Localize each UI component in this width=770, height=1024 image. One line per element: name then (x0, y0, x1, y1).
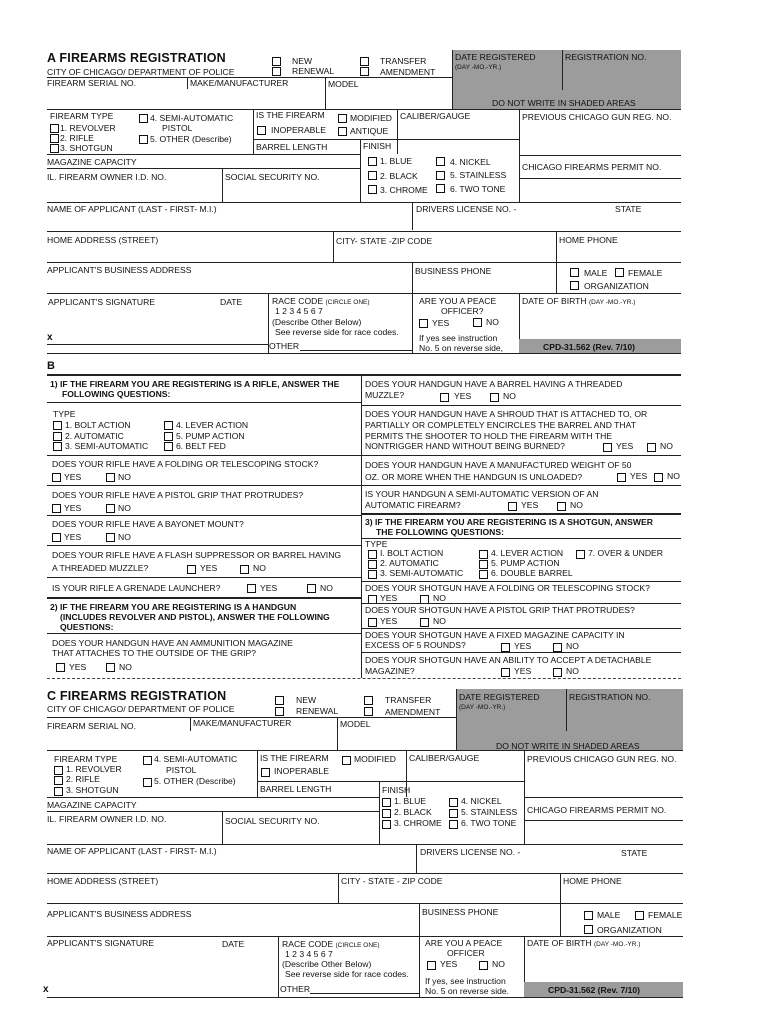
two-tone-checkbox[interactable] (436, 184, 445, 193)
c-transfer-checkbox[interactable] (364, 696, 373, 705)
handgun-ammo-question-2: THAT ATTACHES TO THE OUTSIDE OF THE GRIP? (52, 648, 257, 658)
shotgun-over-under-checkbox[interactable] (576, 550, 585, 559)
shotgun-magazine-question-2: EXCESS OF 5 ROUNDS? (365, 640, 466, 650)
shotgun-over-under-label: 7. OVER & UNDER (588, 548, 663, 558)
make-label: MAKE/MANUFACTURER (190, 78, 289, 88)
organization-label: ORGANIZATION (584, 281, 649, 291)
peace-officer-no-checkbox[interactable] (473, 318, 482, 327)
c-new-checkbox[interactable] (275, 696, 284, 705)
shotgun-detachable-question-2: MAGAZINE? (365, 666, 415, 676)
c-finish-label: FINISH (382, 785, 411, 795)
c-pistol-label: PISTOL (166, 765, 197, 775)
c-peace-officer-yes-label: YES (440, 959, 458, 969)
rifle-question-subheading: FOLLOWING QUESTIONS: (62, 389, 171, 399)
c-barrel-length-label: BARREL LENGTH (260, 784, 332, 794)
male-label: MALE (584, 268, 608, 278)
handgun-question-label: QUESTIONS: (60, 622, 114, 632)
nickel-checkbox[interactable] (436, 157, 445, 166)
rifle-grenade-yes[interactable] (247, 584, 256, 593)
rifle-semi-checkbox[interactable] (53, 442, 62, 451)
handgun-weight-yes-label: YES (630, 471, 648, 481)
semi-auto-label: 4. SEMI-AUTOMATIC (150, 113, 234, 123)
handgun-weight-no[interactable] (654, 473, 663, 482)
two-tone-label: 6. TWO TONE (450, 184, 506, 194)
business-phone-label: BUSINESS PHONE (415, 266, 492, 276)
registration-no-label: REGISTRATION NO. (565, 52, 647, 62)
c-chrome-checkbox[interactable] (382, 820, 391, 829)
amendment-checkbox[interactable] (360, 67, 369, 76)
firearm-type-label: FIREARM TYPE (50, 111, 114, 121)
c-dob-label: DATE OF BIRTH (DAY -MO.-YR.) (527, 938, 641, 948)
permit-label: CHICAGO FIREARMS PERMIT NO. (522, 162, 662, 172)
c-two-tone-label: 6. TWO TONE (461, 818, 517, 828)
handgun-weight-question: DOES YOUR HANDGUN HAVE A MANUFACTURED WEIGHT OF 50 (365, 460, 632, 470)
dob-label: DATE OF BIRTH (DAY -MO.-YR.) (522, 296, 636, 306)
rifle-belt-label: 6. BELT FED (176, 441, 226, 451)
c-semi-auto-checkbox[interactable] (143, 756, 152, 765)
signature-date-label: DATE (220, 297, 243, 307)
c-new-label: NEW (296, 695, 317, 705)
chrome-label: 3. CHROME (380, 185, 428, 195)
c-female-label: FEMALE (648, 910, 683, 920)
peace-officer-yes-label: YES (432, 318, 450, 328)
shotgun-detachable-yes-label: YES (514, 666, 532, 676)
handgun-weight-no-label: NO (667, 471, 680, 481)
shotgun-bolt-label: I. BOLT ACTION (380, 548, 444, 558)
shotgun-lever-label: 4. LEVER ACTION (491, 548, 564, 558)
shotgun-auto-checkbox[interactable] (368, 560, 377, 569)
shotgun-question-heading: 3) IF THE FIREARM YOU ARE REGISTERING IS A SHOTGUN, ANSWER (365, 517, 653, 527)
c-other-type-checkbox[interactable] (143, 778, 152, 787)
nickel-label: 4. NICKEL (450, 157, 491, 167)
describe-other-label: (Describe Other Below) (272, 317, 362, 327)
stainless-label: 5. STAINLESS (450, 170, 507, 180)
c-two-tone-checkbox[interactable] (449, 820, 458, 829)
c-female-checkbox[interactable] (635, 911, 644, 920)
c-male-checkbox[interactable] (584, 911, 593, 920)
handgun-semi-yes-label: YES (521, 500, 539, 510)
chrome-checkbox[interactable] (368, 185, 377, 194)
shotgun-pump-checkbox[interactable] (479, 560, 488, 569)
c-shotgun-checkbox[interactable] (54, 787, 63, 796)
c-business-address-label: APPLICANT'S BUSINESS ADDRESS (47, 909, 192, 919)
barrel-length-label: BARREL LENGTH (256, 142, 328, 152)
female-label: FEMALE (628, 268, 663, 278)
date-registered-label: DATE REGISTERED (455, 52, 536, 62)
c-peace-officer-yes-checkbox[interactable] (427, 961, 436, 970)
rifle-grenade-yes-label: YES (260, 583, 278, 593)
male-checkbox[interactable] (570, 268, 579, 277)
c-stainless-checkbox[interactable] (449, 809, 458, 818)
shotgun-detachable-yes[interactable] (501, 668, 510, 677)
handgun-ammo-yes[interactable] (56, 663, 65, 672)
c-race-code-label: RACE CODE (CIRCLE ONE) (282, 939, 380, 949)
inoperable-checkbox[interactable] (257, 126, 266, 135)
rifle-pump-label: 5. PUMP ACTION (176, 431, 245, 441)
rifle-bayonet-question: DOES YOUR RIFLE HAVE A BAYONET MOUNT? (52, 519, 244, 529)
blue-checkbox[interactable] (368, 157, 377, 166)
c-foid-label: IL. FIREARM OWNER I.D. NO. (47, 814, 167, 824)
transfer-label: TRANSFER (380, 56, 427, 66)
c-serial-label: FIREARM SERIAL NO. (47, 721, 136, 731)
shotgun-detachable-no[interactable] (553, 668, 562, 677)
handgun-ammo-no-label: NO (119, 662, 132, 672)
c-rifle-label: 2. RIFLE (66, 774, 100, 784)
prev-reg-label: PREVIOUS CHICAGO GUN REG. NO. (522, 112, 672, 122)
shotgun-magazine-no-label: NO (566, 641, 579, 651)
handgun-semi-question: IS YOUR HANDGUN A SEMI-AUTOMATIC VERSION OF AN (365, 489, 599, 499)
handgun-semi-no[interactable] (557, 502, 566, 511)
c-instruction-line1: If yes, see instruction (425, 976, 506, 986)
c-inoperable-checkbox[interactable] (261, 768, 270, 777)
c-prev-reg-label: PREVIOUS CHICAGO GUN REG. NO. (527, 754, 677, 764)
c-semi-auto-label: 4. SEMI-AUTOMATIC (154, 754, 238, 764)
section-a-subtitle: CITY OF CHICAGO/ DEPARTMENT OF POLICE (47, 67, 235, 77)
see-reverse-label: See reverse side for race codes. (275, 327, 399, 337)
c-male-label: MALE (597, 910, 621, 920)
rifle-folding-no-label: NO (118, 472, 131, 482)
rifle-question-heading: 1) IF THE FIREARM YOU ARE REGISTERING IS A RIFLE, ANSWER THE (50, 379, 340, 389)
c-home-address-label: HOME ADDRESS (STREET) (47, 876, 159, 886)
new-checkbox[interactable] (272, 57, 281, 66)
c-firearm-type-label: FIREARM TYPE (54, 754, 118, 764)
c-officer-question-label: OFFICER (447, 948, 485, 958)
antique-checkbox[interactable] (338, 127, 347, 136)
state-label: STATE (615, 204, 642, 214)
shotgun-bolt-checkbox[interactable] (368, 550, 377, 559)
other-type-checkbox[interactable] (139, 135, 148, 144)
modified-label: MODIFIED (350, 113, 393, 123)
handgun-shroud-no-label: NO (660, 441, 673, 451)
rifle-folding-no[interactable] (106, 473, 115, 482)
handgun-weight-yes[interactable] (617, 473, 626, 482)
c-renewal-label: RENEWAL (296, 706, 339, 716)
revolver-checkbox[interactable] (50, 124, 59, 133)
handgun-weight-question-2: OZ. OR MORE WHEN THE HANDGUN IS UNLOADED? (365, 472, 583, 482)
shotgun-double-checkbox[interactable] (479, 570, 488, 579)
magazine-label: MAGAZINE CAPACITY (47, 157, 137, 167)
handgun-shroud-question-4: NONTRIGGER HAND WITHOUT BEING BURNED? (365, 441, 565, 451)
transfer-checkbox[interactable] (360, 57, 369, 66)
home-phone-label: HOME PHONE (559, 235, 618, 245)
shotgun-grip-no-label: NO (433, 616, 446, 626)
shotgun-magazine-no[interactable] (553, 643, 562, 652)
handgun-barrel-no[interactable] (490, 393, 499, 402)
c-signature-label: APPLICANT'S SIGNATURE (47, 938, 155, 948)
race-code-label: RACE CODE (CIRCLE ONE) (272, 296, 370, 306)
amendment-label: AMENDMENT (380, 67, 436, 77)
rifle-bolt-label: 1. BOLT ACTION (65, 420, 131, 430)
shotgun-grip-yes[interactable] (368, 618, 377, 627)
rifle-grip-no-label: NO (118, 503, 131, 513)
shotgun-checkbox[interactable] (50, 144, 59, 153)
rifle-grenade-question: IS YOUR RIFLE A GRENADE LAUNCHER? (52, 583, 221, 593)
home-address-label: HOME ADDRESS (STREET) (47, 235, 159, 245)
shotgun-grip-no[interactable] (420, 618, 429, 627)
shotgun-detachable-no-label: NO (566, 666, 579, 676)
handgun-barrel-question: DOES YOUR HANDGUN HAVE A BARREL HAVING A THREADED (365, 379, 623, 389)
section-c-title: C FIREARMS REGISTRATION (47, 689, 227, 703)
section-b-label: B (47, 360, 55, 372)
c-other-race-label: OTHER (280, 984, 311, 994)
c-rifle-checkbox[interactable] (54, 776, 63, 785)
handgun-barrel-yes[interactable] (440, 393, 449, 402)
c-is-firearm-label: IS THE FIREARM (260, 753, 329, 763)
is-firearm-label: IS THE FIREARM (256, 110, 325, 120)
handgun-barrel-question-2: MUZZLE? (365, 390, 405, 400)
other-race-label: OTHER (269, 341, 300, 351)
instruction-line2: No. 5 on reverse side, (419, 343, 504, 353)
handgun-semi-yes[interactable] (508, 502, 517, 511)
rifle-flash-no[interactable] (240, 565, 249, 574)
shotgun-pump-label: 5. PUMP ACTION (491, 558, 560, 568)
rifle-pistol-grip-question: DOES YOUR RIFLE HAVE A PISTOL GRIP THAT PROTRUDES? (52, 490, 304, 500)
rifle-folding-question: DOES YOUR RIFLE HAVE A FOLDING OR TELESCOPING STOCK? (52, 459, 319, 469)
c-revolver-checkbox[interactable] (54, 766, 63, 775)
black-checkbox[interactable] (368, 171, 377, 180)
shotgun-double-label: 6. DOUBLE BARREL (491, 568, 573, 578)
rifle-lever-label: 4. LEVER ACTION (176, 420, 249, 430)
handgun-ammo-question: DOES YOUR HANDGUN HAVE AN AMMUNITION MAGAZINE (52, 638, 293, 648)
c-modified-checkbox[interactable] (342, 756, 351, 765)
c-blue-label: 1. BLUE (394, 796, 427, 806)
c-peace-officer-no-label: NO (492, 959, 505, 969)
handgun-shroud-question-3: PERMITS THE SHOOTER TO HOLD THE FIREARM WITH THE (365, 431, 613, 441)
stainless-checkbox[interactable] (436, 171, 445, 180)
rifle-lever-checkbox[interactable] (164, 421, 173, 430)
rifle-flash-yes-label: YES (200, 563, 218, 573)
c-amendment-checkbox[interactable] (364, 707, 373, 716)
shotgun-semi-checkbox[interactable] (368, 570, 377, 579)
shotgun-grip-yes-label: YES (380, 616, 398, 626)
peace-officer-label: ARE YOU A PEACE (419, 296, 497, 306)
handgun-shroud-question: DOES YOUR HANDGUN HAVE A SHROUD THAT IS ATTACHED TO, OR (365, 409, 648, 419)
c-renewal-checkbox[interactable] (275, 707, 284, 716)
handgun-barrel-no-label: NO (503, 391, 516, 401)
c-registration-no-label: REGISTRATION NO. (569, 692, 651, 702)
handgun-semi-no-label: NO (570, 500, 583, 510)
serial-label: FIREARM SERIAL NO. (47, 78, 136, 88)
officer-question-label: OFFICER? (441, 306, 484, 316)
c-blue-checkbox[interactable] (382, 798, 391, 807)
shotgun-folding-yes-label: YES (380, 593, 398, 603)
rifle-semi-label: 3. SEMI-AUTOMATIC (65, 441, 149, 451)
caliber-label: CALIBER/GAUGE (400, 111, 471, 121)
day-mo-yr-label: (DAY -MO.-YR.) (455, 64, 502, 71)
black-label: 2. BLACK (380, 171, 418, 181)
shotgun-grip-question: DOES YOUR SHOTGUN HAVE A PISTOL GRIP THAT PROTRUDES? (365, 605, 635, 615)
antique-label: ANTIQUE (350, 126, 389, 136)
shotgun-folding-question: DOES YOUR SHOTGUN HAVE A FOLDING OR TELESCOPING STOCK? (365, 583, 650, 593)
section-a-title: A FIREARMS REGISTRATION (47, 51, 226, 65)
rifle-bayonet-yes[interactable] (52, 533, 61, 542)
handgun-question-subheading: (INCLUDES REVOLVER AND PISTOL), ANSWER THE FOLLOWING (60, 612, 330, 622)
rifle-grenade-no-label: NO (320, 583, 333, 593)
rifle-bayonet-no-label: NO (118, 532, 131, 542)
shotgun-type-label: TYPE (365, 539, 388, 549)
c-home-phone-label: HOME PHONE (563, 876, 622, 886)
female-checkbox[interactable] (615, 268, 624, 277)
handgun-shroud-yes[interactable] (603, 443, 612, 452)
handgun-shroud-question-2: PARTIALLY OR COMPLETELY ENCIRCLES THE BARREL AND THAT (365, 420, 636, 430)
peace-officer-yes-checkbox[interactable] (419, 319, 428, 328)
section-c-subtitle: CITY OF CHICAGO/ DEPARTMENT OF POLICE (47, 704, 235, 714)
rifle-bayonet-yes-label: YES (64, 532, 82, 542)
c-nickel-checkbox[interactable] (449, 798, 458, 807)
rifle-folding-yes[interactable] (52, 473, 61, 482)
handgun-ammo-no[interactable] (106, 663, 115, 672)
shotgun-auto-label: 2. AUTOMATIC (380, 558, 439, 568)
rifle-grip-yes-label: YES (64, 503, 82, 513)
do-not-write-label: DO NOT WRITE IN SHADED AREAS (492, 98, 636, 108)
pistol-label: PISTOL (162, 123, 193, 133)
rifle-auto-checkbox[interactable] (53, 432, 62, 441)
rifle-folding-yes-label: YES (64, 472, 82, 482)
c-caliber-label: CALIBER/GAUGE (409, 753, 480, 763)
c-chrome-label: 3. CHROME (394, 818, 442, 828)
organization-checkbox[interactable] (570, 281, 579, 290)
form-number: CPD-31.562 (Rev. 7/10) (543, 342, 636, 352)
c-stainless-label: 5. STAINLESS (461, 807, 518, 817)
c-organization-checkbox[interactable] (584, 925, 593, 934)
shotgun-question-subheading: THE FOLLOWING QUESTIONS: (376, 527, 504, 537)
rifle-pump-checkbox[interactable] (164, 432, 173, 441)
race-code-options[interactable]: 1 2 3 4 5 6 7 (275, 306, 323, 316)
c-modified-label: MODIFIED (354, 754, 397, 764)
c-business-phone-label: BUSINESS PHONE (422, 907, 499, 917)
rifle-flash-question: DOES YOUR RIFLE HAVE A FLASH SUPPRESSOR OR BARREL HAVING (52, 550, 342, 560)
c-day-mo-yr-label: (DAY -MO.-YR.) (459, 704, 506, 711)
shotgun-lever-checkbox[interactable] (479, 550, 488, 559)
rifle-grenade-no[interactable] (307, 584, 316, 593)
c-see-reverse-label: See reverse side for race codes. (285, 969, 409, 979)
rifle-grip-no[interactable] (106, 504, 115, 513)
revolver-label: 1. REVOLVER (60, 123, 116, 133)
semi-auto-pistol-checkbox[interactable] (139, 114, 148, 123)
renewal-label: RENEWAL (292, 66, 335, 76)
c-peace-officer-label: ARE YOU A PEACE (425, 938, 503, 948)
c-drivers-license-label: DRIVERS LICENSE NO. - (420, 847, 521, 857)
rifle-type-label: TYPE (53, 409, 76, 419)
c-black-label: 2. BLACK (394, 807, 432, 817)
signature-label: APPLICANT'S SIGNATURE (48, 297, 156, 307)
c-instruction-line2: No. 5 on reverse side. (425, 986, 510, 996)
handgun-barrel-yes-label: YES (454, 391, 472, 401)
new-label: NEW (292, 56, 313, 66)
c-ssn-label: SOCIAL SECURITY NO. (225, 816, 320, 826)
c-make-label: MAKE/MANUFACTURER (193, 718, 292, 728)
rifle-bayonet-no[interactable] (106, 533, 115, 542)
shotgun-magazine-question: DOES YOUR SHOTGUN HAVE A FIXED MAGAZINE CAPACITY IN (365, 630, 625, 640)
drivers-license-label: DRIVERS LICENSE NO. - (416, 204, 517, 214)
rifle-grip-yes[interactable] (52, 504, 61, 513)
c-state-label: STATE (621, 848, 648, 858)
c-other-describe-label: 5. OTHER (Describe) (154, 776, 236, 786)
c-race-code-options[interactable]: 1 2 3 4 5 6 7 (285, 949, 333, 959)
model-label: MODEL (328, 79, 359, 89)
signature-x-mark: x (47, 332, 53, 343)
shotgun-magazine-yes[interactable] (501, 643, 510, 652)
rifle-label: 2. RIFLE (60, 133, 94, 143)
rifle-checkbox[interactable] (50, 134, 59, 143)
rifle-flash-yes[interactable] (187, 565, 196, 574)
c-city-label: CITY - STATE - ZIP CODE (341, 876, 443, 886)
handgun-shroud-no[interactable] (647, 443, 656, 452)
peace-officer-no-label: NO (486, 317, 499, 327)
city-label: CITY- STATE -ZIP CODE (336, 236, 433, 246)
c-black-checkbox[interactable] (382, 809, 391, 818)
c-applicant-name-label: NAME OF APPLICANT (LAST - FIRST- M.I.) (47, 846, 217, 856)
shotgun-detachable-question: DOES YOUR SHOTGUN HAVE AN ABILITY TO ACCEPT A DETACHABLE (365, 655, 652, 665)
c-transfer-label: TRANSFER (385, 695, 432, 705)
c-peace-officer-no-checkbox[interactable] (479, 961, 488, 970)
c-signature-date-label: DATE (222, 939, 245, 949)
c-revolver-label: 1. REVOLVER (66, 764, 122, 774)
c-organization-label: ORGANIZATION (597, 925, 662, 935)
c-model-label: MODEL (340, 719, 371, 729)
c-permit-label: CHICAGO FIREARMS PERMIT NO. (527, 805, 667, 815)
shotgun-folding-no-label: NO (433, 593, 446, 603)
handgun-shroud-yes-label: YES (616, 441, 634, 451)
handgun-ammo-yes-label: YES (69, 662, 87, 672)
blue-label: 1. BLUE (380, 156, 413, 166)
c-shotgun-label: 3. SHOTGUN (66, 785, 119, 795)
other-describe-label: 5. OTHER (Describe) (150, 134, 232, 144)
business-address-label: APPLICANT'S BUSINESS ADDRESS (47, 265, 192, 275)
shotgun-magazine-yes-label: YES (514, 641, 532, 651)
handgun-question-heading: 2) IF THE FIREARM YOU ARE REGISTERING IS A HANDGUN (50, 602, 297, 612)
finish-label: FINISH (363, 141, 392, 151)
handgun-semi-question-2: AUTOMATIC FIREARM? (365, 500, 461, 510)
foid-label: IL. FIREARM OWNER I.D. NO. (47, 172, 167, 182)
ssn-label: SOCIAL SECURITY NO. (225, 172, 320, 182)
c-describe-other-label: (Describe Other Below) (282, 959, 372, 969)
renewal-checkbox[interactable] (272, 67, 281, 76)
c-inoperable-label: INOPERABLE (274, 766, 329, 776)
shotgun-semi-label: 3. SEMI-AUTOMATIC (380, 568, 464, 578)
c-form-number: CPD-31.562 (Rev. 7/10) (548, 985, 641, 995)
c-date-registered-label: DATE REGISTERED (459, 692, 540, 702)
inoperable-label: INOPERABLE (271, 125, 326, 135)
rifle-auto-label: 2. AUTOMATIC (65, 431, 124, 441)
c-signature-x-mark: x (43, 984, 49, 995)
rifle-belt-checkbox[interactable] (164, 442, 173, 451)
modified-checkbox[interactable] (338, 114, 347, 123)
rifle-bolt-checkbox[interactable] (53, 421, 62, 430)
instruction-line1: If yes see instruction (419, 333, 498, 343)
c-nickel-label: 4. NICKEL (461, 796, 502, 806)
c-do-not-write-label: DO NOT WRITE IN SHADED AREAS (496, 741, 640, 751)
c-magazine-label: MAGAZINE CAPACITY (47, 800, 137, 810)
rifle-flash-question-2: A THREADED MUZZLE? (52, 563, 149, 573)
rifle-flash-no-label: NO (253, 563, 266, 573)
c-amendment-label: AMENDMENT (385, 707, 441, 717)
applicant-name-label: NAME OF APPLICANT (LAST - FIRST- M.I.) (47, 204, 217, 214)
shotgun-label: 3. SHOTGUN (60, 143, 113, 153)
